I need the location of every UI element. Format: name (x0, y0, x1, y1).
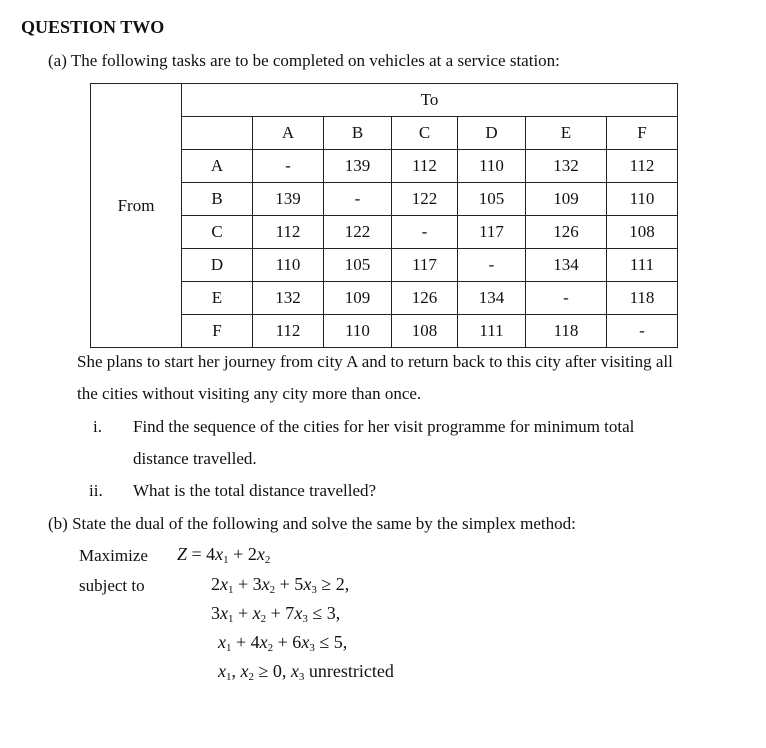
table-cell: 109 (526, 183, 607, 216)
row-label: D (182, 249, 253, 282)
distance-table (90, 83, 678, 348)
col-header-b: B (324, 117, 392, 150)
table-cell: 122 (392, 183, 458, 216)
table-cell: 105 (458, 183, 526, 216)
table-cell: 112 (253, 315, 324, 348)
table-cell: 110 (253, 249, 324, 282)
table-row (91, 150, 678, 183)
part-b-label: (b) (48, 514, 68, 533)
table-cell: - (392, 216, 458, 249)
constraint-2: $3x_1 + x_2 + 7x_3 \le 3$, (211, 603, 341, 625)
table-cell: 134 (458, 282, 526, 315)
table-cell: 134 (526, 249, 607, 282)
row-label: A (182, 150, 253, 183)
column-header-row (91, 117, 678, 150)
table-cell: - (526, 282, 607, 315)
part-a-intro (48, 51, 560, 71)
table-cell: 118 (526, 315, 607, 348)
table-cell: 108 (392, 315, 458, 348)
table-cell: 110 (607, 183, 678, 216)
col-header-e: E (526, 117, 607, 150)
table-cell: 110 (324, 315, 392, 348)
row-label: B (182, 183, 253, 216)
unrestricted-label: unrestricted (308, 661, 394, 681)
table-cell: 105 (324, 249, 392, 282)
maximize-label: Maximize (79, 546, 148, 565)
to-header-row (91, 84, 678, 117)
part-a-label: (a) (48, 51, 67, 70)
sign-restrictions: $x_1$, $x_2 \ge 0$, $x_3$ unrestricted (218, 661, 394, 683)
table-cell: 118 (607, 282, 678, 315)
table-cell: 117 (458, 216, 526, 249)
from-label: From (117, 195, 155, 215)
table-cell: 112 (607, 150, 678, 183)
table-cell: 112 (392, 150, 458, 183)
table-cell: 111 (458, 315, 526, 348)
table-cell: 126 (526, 216, 607, 249)
paragraph-line-1: She plans to start her journey from city A and to return back to this city after visiting all (77, 352, 673, 371)
col-header-f: F (607, 117, 678, 150)
subject-to-label: subject to (79, 576, 145, 595)
sub-ii-text: What is the total distance travelled? (133, 481, 377, 500)
table-cell: 112 (253, 216, 324, 249)
table-cell: 132 (526, 150, 607, 183)
question-heading: QUESTION TWO (21, 17, 165, 37)
row-label: F (182, 315, 253, 348)
col-header-c: C (392, 117, 458, 150)
part-a-text: The following tasks are to be completed on vehicles at a service station: (70, 51, 560, 70)
row-label: E (182, 282, 253, 315)
table-cell: - (458, 249, 526, 282)
table-cell: 109 (324, 282, 392, 315)
constraint-1: $2x_1 + 3x_2 + 5x_3 \ge 2$, (211, 574, 350, 596)
part-b-text: State the dual of the following and solve the same by the simplex method: (72, 514, 576, 533)
sub-i-line-2: distance travelled. (133, 449, 257, 468)
table-cell: - (253, 150, 324, 183)
constraint-3: $x_1 + 4x_2 + 6x_3 \le 5$, (218, 632, 348, 654)
table-cell: 110 (458, 150, 526, 183)
table-cell: 139 (324, 150, 392, 183)
table-cell: - (324, 183, 392, 216)
sub-ii-label: ii. (89, 481, 103, 500)
paragraph-line-2: the cities without visiting any city more than once. (77, 384, 422, 403)
col-header-d: D (458, 117, 526, 150)
sub-i-line-1: Find the sequence of the cities for her visit programme for minimum total (133, 417, 635, 436)
to-label: To (182, 84, 678, 117)
col-header-a: A (253, 117, 324, 150)
table-cell: 126 (392, 282, 458, 315)
table-cell: 111 (607, 249, 678, 282)
part-b-intro (48, 514, 576, 534)
from-corner (91, 84, 182, 117)
row-label: C (182, 216, 253, 249)
objective-function: $Z = 4x_1 + 2x_2$ (177, 544, 271, 566)
table-cell: 122 (324, 216, 392, 249)
table-cell: 117 (392, 249, 458, 282)
table-cell: 108 (607, 216, 678, 249)
sub-i-label: i. (93, 417, 102, 436)
table-cell: 132 (253, 282, 324, 315)
table-cell: 139 (253, 183, 324, 216)
table-cell: - (607, 315, 678, 348)
